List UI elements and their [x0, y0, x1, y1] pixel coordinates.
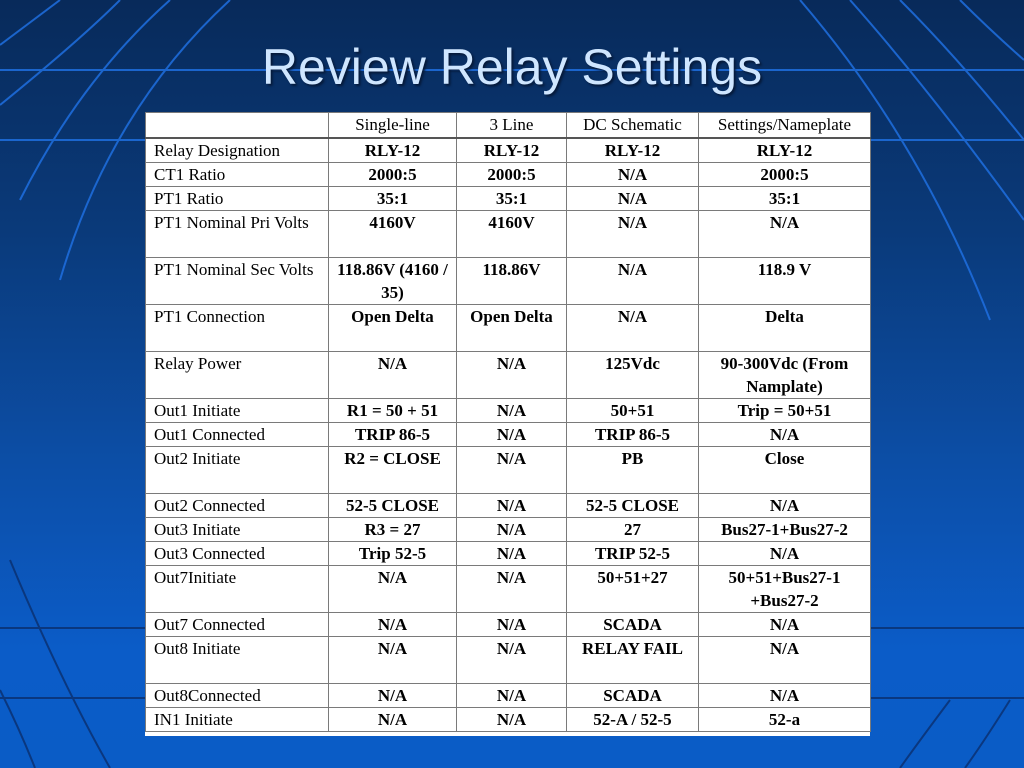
- table-row: [146, 258, 871, 305]
- table-row: [146, 399, 871, 423]
- row-label: Out8 Initiate: [146, 637, 329, 684]
- table-row: [146, 494, 871, 518]
- cell-3-line: N/A: [457, 542, 567, 566]
- table-row: [146, 637, 871, 684]
- cell-3-line: N/A: [457, 399, 567, 423]
- cell-dc-schematic: N/A: [567, 258, 699, 305]
- slide-title: Review Relay Settings: [261, 39, 763, 95]
- cell-3-line: N/A: [457, 613, 567, 637]
- cell-settings-nameplate: N/A: [699, 211, 871, 258]
- cell-dc-schematic: SCADA: [567, 684, 699, 708]
- cell-3-line: 2000:5: [457, 163, 567, 187]
- header-single-line: Single-line: [329, 113, 457, 139]
- cell-dc-schematic: 52-A / 52-5: [567, 708, 699, 732]
- cell-dc-schematic: 52-5 CLOSE: [567, 494, 699, 518]
- cell-dc-schematic: N/A: [567, 305, 699, 352]
- cell-3-line: Open Delta: [457, 305, 567, 352]
- cell-settings-nameplate: N/A: [699, 684, 871, 708]
- cell-single-line: N/A: [329, 566, 457, 613]
- table-row: [146, 708, 871, 732]
- row-label: Out1 Connected: [146, 423, 329, 447]
- cell-dc-schematic: PB: [567, 447, 699, 494]
- cell-single-line: R2 = CLOSE: [329, 447, 457, 494]
- cell-3-line: N/A: [457, 494, 567, 518]
- cell-settings-nameplate: Close: [699, 447, 871, 494]
- row-label: PT1 Ratio: [146, 187, 329, 211]
- table-row: [146, 187, 871, 211]
- cell-settings-nameplate: 50+51+Bus27-1 +Bus27-2: [699, 566, 871, 613]
- row-label: Out7Initiate: [146, 566, 329, 613]
- cell-3-line: N/A: [457, 518, 567, 542]
- cell-dc-schematic: RELAY FAIL: [567, 637, 699, 684]
- table-row: [146, 447, 871, 494]
- header-dc-schematic: DC Schematic: [567, 113, 699, 139]
- header-empty: [146, 113, 329, 139]
- row-label: Out8Connected: [146, 684, 329, 708]
- table-row: [146, 684, 871, 708]
- row-label: Relay Power: [146, 352, 329, 399]
- relay-settings-table-container: [145, 112, 870, 736]
- cell-single-line: TRIP 86-5: [329, 423, 457, 447]
- cell-single-line: N/A: [329, 684, 457, 708]
- cell-single-line: N/A: [329, 708, 457, 732]
- cell-dc-schematic: 125Vdc: [567, 352, 699, 399]
- cell-single-line: 118.86V (4160 / 35): [329, 258, 457, 305]
- cell-3-line: 4160V: [457, 211, 567, 258]
- cell-single-line: N/A: [329, 637, 457, 684]
- cell-single-line: 35:1: [329, 187, 457, 211]
- cell-dc-schematic: N/A: [567, 187, 699, 211]
- cell-settings-nameplate: Bus27-1+Bus27-2: [699, 518, 871, 542]
- row-label: Out2 Initiate: [146, 447, 329, 494]
- cell-settings-nameplate: Delta: [699, 305, 871, 352]
- cell-settings-nameplate: RLY-12: [699, 138, 871, 163]
- cell-settings-nameplate: 90-300Vdc (From Namplate): [699, 352, 871, 399]
- cell-single-line: Trip 52-5: [329, 542, 457, 566]
- cell-single-line: 4160V: [329, 211, 457, 258]
- cell-settings-nameplate: 118.9 V: [699, 258, 871, 305]
- row-label: Out7 Connected: [146, 613, 329, 637]
- cell-3-line: N/A: [457, 352, 567, 399]
- cell-dc-schematic: N/A: [567, 163, 699, 187]
- cell-settings-nameplate: Trip = 50+51: [699, 399, 871, 423]
- row-label: Out1 Initiate: [146, 399, 329, 423]
- cell-dc-schematic: N/A: [567, 211, 699, 258]
- cell-settings-nameplate: N/A: [699, 637, 871, 684]
- header-3-line: 3 Line: [457, 113, 567, 139]
- table-row: [146, 138, 871, 163]
- row-label: Relay Designation: [146, 138, 329, 163]
- cell-settings-nameplate: 35:1: [699, 187, 871, 211]
- table-row: [146, 211, 871, 258]
- table-row: [146, 352, 871, 399]
- row-label: Out3 Connected: [146, 542, 329, 566]
- cell-single-line: RLY-12: [329, 138, 457, 163]
- row-label: Out2 Connected: [146, 494, 329, 518]
- cell-settings-nameplate: 2000:5: [699, 163, 871, 187]
- cell-settings-nameplate: 52-a: [699, 708, 871, 732]
- cell-3-line: N/A: [457, 566, 567, 613]
- cell-single-line: N/A: [329, 613, 457, 637]
- table-row: [146, 423, 871, 447]
- table-row: [146, 566, 871, 613]
- row-label: PT1 Connection: [146, 305, 329, 352]
- row-label: IN1 Initiate: [146, 708, 329, 732]
- cell-dc-schematic: SCADA: [567, 613, 699, 637]
- cell-dc-schematic: RLY-12: [567, 138, 699, 163]
- table-header-row: [146, 113, 871, 139]
- table-row: [146, 305, 871, 352]
- header-settings-nameplate: Settings/Nameplate: [699, 113, 871, 139]
- cell-single-line: 52-5 CLOSE: [329, 494, 457, 518]
- relay-settings-table: [145, 112, 871, 732]
- cell-settings-nameplate: N/A: [699, 494, 871, 518]
- cell-3-line: N/A: [457, 684, 567, 708]
- cell-settings-nameplate: N/A: [699, 423, 871, 447]
- cell-single-line: N/A: [329, 352, 457, 399]
- table-row: [146, 163, 871, 187]
- cell-single-line: R1 = 50 + 51: [329, 399, 457, 423]
- cell-single-line: 2000:5: [329, 163, 457, 187]
- table-row: [146, 613, 871, 637]
- row-label: PT1 Nominal Sec Volts: [146, 258, 329, 305]
- cell-settings-nameplate: N/A: [699, 613, 871, 637]
- cell-dc-schematic: TRIP 52-5: [567, 542, 699, 566]
- cell-3-line: RLY-12: [457, 138, 567, 163]
- table-row: [146, 518, 871, 542]
- cell-dc-schematic: 50+51: [567, 399, 699, 423]
- row-label: CT1 Ratio: [146, 163, 329, 187]
- cell-dc-schematic: 50+51+27: [567, 566, 699, 613]
- cell-3-line: 35:1: [457, 187, 567, 211]
- table-row: [146, 542, 871, 566]
- cell-dc-schematic: 27: [567, 518, 699, 542]
- cell-settings-nameplate: N/A: [699, 542, 871, 566]
- cell-3-line: N/A: [457, 423, 567, 447]
- cell-dc-schematic: TRIP 86-5: [567, 423, 699, 447]
- row-label: Out3 Initiate: [146, 518, 329, 542]
- cell-single-line: R3 = 27: [329, 518, 457, 542]
- cell-3-line: N/A: [457, 637, 567, 684]
- row-label: PT1 Nominal Pri Volts: [146, 211, 329, 258]
- cell-3-line: 118.86V: [457, 258, 567, 305]
- cell-single-line: Open Delta: [329, 305, 457, 352]
- cell-3-line: N/A: [457, 708, 567, 732]
- cell-3-line: N/A: [457, 447, 567, 494]
